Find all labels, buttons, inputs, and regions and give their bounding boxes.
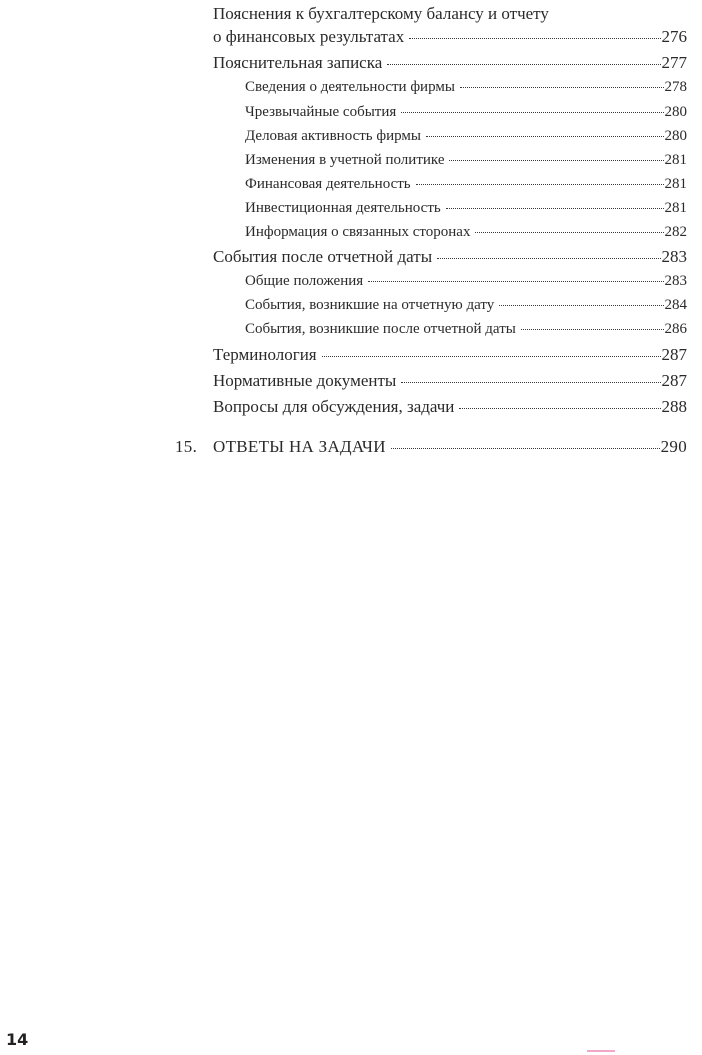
toc-subentry (245, 104, 687, 121)
toc-entry (213, 345, 687, 365)
toc-entry-label: Чрезвычайные события (245, 104, 397, 120)
chapter-title: ОТВЕТЫ НА ЗАДАЧИ (213, 437, 386, 456)
toc-page-number: 277 (661, 53, 687, 72)
toc-subentry (245, 128, 687, 145)
dot-leader (446, 208, 664, 209)
toc-subentry (245, 79, 687, 96)
toc-page-number: 278 (664, 79, 687, 95)
toc-page-number: 282 (664, 224, 687, 240)
toc-entry-label: Терминология (213, 345, 317, 364)
dot-leader (521, 329, 664, 330)
toc-page-number: 276 (661, 27, 687, 46)
dot-leader (401, 382, 660, 383)
toc-subentry (245, 224, 687, 241)
toc-entry-label: События, возникшие на отчетную дату (245, 297, 495, 313)
dot-leader (449, 160, 663, 161)
toc-page-number: 287 (661, 371, 687, 390)
toc-entry (213, 371, 687, 391)
toc-page-number: 281 (664, 176, 687, 192)
toc-page-number: 290 (660, 437, 687, 456)
toc-page-number: 280 (664, 128, 687, 144)
toc-page-number: 283 (661, 247, 687, 266)
toc-page-number: 287 (661, 345, 687, 364)
toc-entry-label-line1: Пояснения к бухгалтерскому балансу и отчету (213, 4, 549, 23)
toc-page-number: 286 (664, 321, 687, 337)
toc-entry-label: Нормативные документы (213, 371, 397, 390)
toc-entry (213, 53, 687, 73)
toc-subentry (245, 176, 687, 193)
dot-leader (426, 136, 664, 137)
dot-leader (387, 64, 660, 65)
dot-leader (460, 87, 664, 88)
dot-leader (322, 356, 661, 357)
toc-entry-label: Общие положения (245, 273, 364, 289)
dot-leader (475, 232, 663, 233)
dot-leader (416, 184, 664, 185)
toc-chapter (175, 437, 687, 457)
toc-page-number: 288 (661, 397, 687, 416)
toc-entry-label: Деловая активность фирмы (245, 128, 421, 144)
toc-subentry (245, 152, 687, 169)
dot-leader (459, 408, 660, 409)
toc-entry-label: Изменения в учетной политике (245, 152, 445, 168)
toc-page-number: 281 (664, 200, 687, 216)
toc-entry-label: о финансовых результатах (213, 27, 405, 46)
toc-entry-label: Вопросы для обсуждения, задачи (213, 397, 455, 416)
dot-leader (391, 448, 660, 449)
toc-entry-label: События после отчетной даты (213, 247, 433, 266)
toc-entry (213, 247, 687, 267)
toc-entry-label: Инвестиционная деятельность (245, 200, 441, 216)
toc-subentry (245, 297, 687, 314)
toc-page-number: 283 (664, 273, 687, 289)
toc-entry-label: Пояснительная записка (213, 53, 383, 72)
toc-entry-label: Информация о связанных сторонах (245, 224, 471, 240)
toc-entry-label: Сведения о деятельности фирмы (245, 79, 455, 95)
toc-entry-label: Финансовая деятельность (245, 176, 411, 192)
dot-leader (401, 112, 663, 113)
toc-page-number: 284 (664, 297, 687, 313)
toc-page-number: 281 (664, 152, 687, 168)
color-mark (587, 1050, 615, 1052)
toc-entry (213, 397, 687, 417)
toc-entry-label: События, возникшие после отчетной даты (245, 321, 516, 337)
toc-subentry (245, 321, 687, 338)
chapter-number: 15. (175, 437, 198, 456)
toc-subentry (245, 200, 687, 217)
toc-subentry (245, 273, 687, 290)
dot-leader (437, 258, 660, 259)
dot-leader (499, 305, 663, 306)
page-number: 14 (6, 1030, 29, 1049)
dot-leader (368, 281, 663, 282)
dot-leader (409, 38, 660, 39)
toc-entry (213, 27, 687, 47)
toc-page-number: 280 (664, 104, 687, 120)
